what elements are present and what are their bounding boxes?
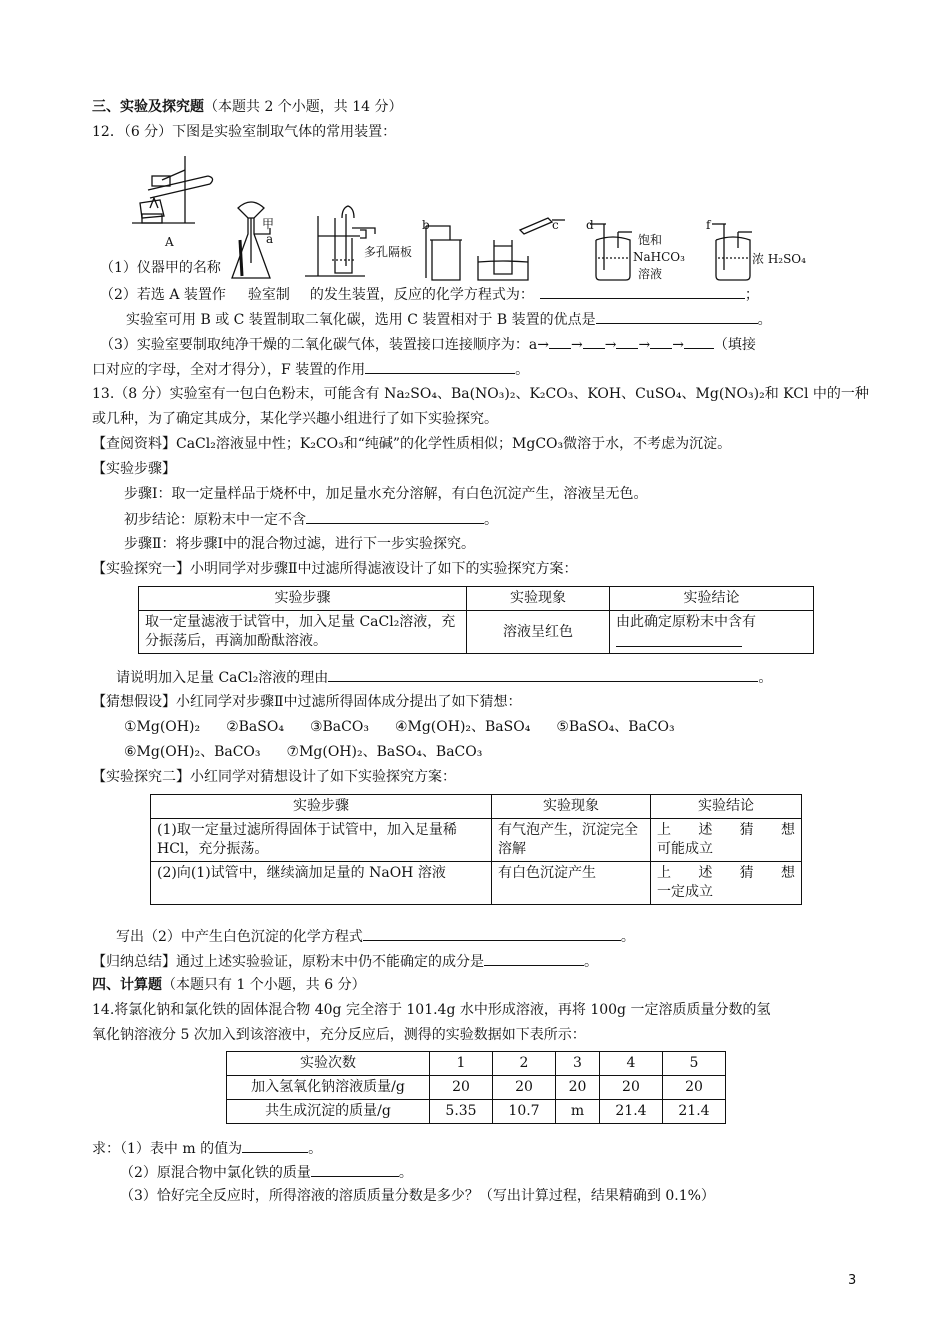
q12-conn-blank-5[interactable]	[684, 334, 714, 349]
table-cell: 由此确定原粉末中含有	[610, 611, 814, 654]
section-3-heading	[92, 97, 403, 117]
apparatus-c	[305, 206, 375, 276]
table-cell: 溶液呈红色	[467, 611, 610, 654]
table-header-cell: 实验步骤	[151, 795, 492, 819]
label-port-b: b	[422, 218, 430, 232]
apparatus-wash-bottle-d	[590, 224, 632, 280]
table-header-cell: 实验结论	[610, 587, 814, 611]
q13-summary: 【归纳总结】通过上述实验验证，原粉末中仍不能确定的成分是 。	[92, 951, 598, 972]
table-cell: 20	[662, 1076, 725, 1100]
table-cell: 有白色沉淀产生	[492, 862, 651, 905]
table-row	[227, 1100, 726, 1124]
table-cell: 21.4	[662, 1100, 725, 1124]
table-header-cell: 实验现象	[492, 795, 651, 819]
table-cell: 3	[556, 1052, 600, 1076]
table-cell: m	[556, 1100, 600, 1124]
table-header-cell: 实验现象	[467, 587, 610, 611]
table-cell: 5	[662, 1052, 725, 1076]
table-cell: 有气泡产生，沉淀完全溶解	[492, 819, 651, 862]
q14-table	[226, 1051, 726, 1124]
q13-stem-1: 13.（8 分）实验室有一包白色粉末，可能含有 Na₂SO₄、Ba(NO₃)₂、K₂CO₃、KOH、CuSO₄、Mg(NO₃)₂和 KCl 中的一种	[92, 386, 869, 402]
table-row	[151, 862, 802, 905]
q12-conn-blank-1[interactable]	[549, 334, 571, 349]
table-cell: 20	[430, 1076, 493, 1100]
page-number: 3	[848, 1273, 857, 1288]
q12-conn-blank-3[interactable]	[616, 334, 638, 349]
table-row	[227, 1076, 726, 1100]
q13-steps-title: 【实验步骤】	[92, 461, 176, 477]
q13-stem-2: 或几种，为了确定其成分，某化学兴趣小组进行了如下实验探究。	[92, 411, 498, 427]
table-cell: 上述猜想 一定成立	[651, 862, 802, 905]
table-cell: 实验次数	[227, 1052, 430, 1076]
q12-part3: （3）实验室要制取纯净干燥的二氧化碳气体，装置接口连接顺序为：a→ → → → → （填接	[100, 334, 756, 355]
q14-fecl3-blank[interactable]	[311, 1162, 399, 1177]
q13-step1: 步骤Ⅰ：取一定量样品于烧杯中，加足量水充分溶解，有白色沉淀产生，溶液呈无色。	[124, 486, 648, 502]
apparatus-gas-jar-b	[426, 226, 462, 280]
q13-equation-blank[interactable]	[363, 926, 621, 941]
table-header-cell: 实验步骤	[139, 587, 467, 611]
table-cell: 20	[493, 1076, 556, 1100]
table-row	[151, 819, 802, 862]
label-port-f: f	[706, 218, 711, 232]
apparatus-a	[132, 156, 213, 223]
q12-part1: （1）仪器甲的名称	[100, 260, 221, 276]
table-cell: 10.7	[493, 1100, 556, 1124]
q14-m-blank[interactable]	[242, 1138, 308, 1153]
q13-explore1: 【实验探究一】小明同学对步骤Ⅱ中过滤所得滤液设计了如下的实验探究方案：	[92, 561, 578, 577]
table-cell: 5.35	[430, 1100, 493, 1124]
label-nahco3-3: 溶液	[638, 267, 663, 281]
q13-info: 【查阅资料】CaCl₂溶液显中性；K₂CO₃和“纯碱”的化学性质相似；MgCO₃微溶于水，不考虑为沉淀。	[92, 436, 732, 452]
q13-hypothesis: 【猜想假设】小红同学对步骤Ⅱ中过滤所得固体成分提出了如下猜想：	[92, 694, 522, 710]
label-port-a: a	[266, 232, 274, 246]
q13-table1	[138, 586, 814, 654]
q12-part2-line2: 实验室可用 B 或 C 装置制取二氧化碳，选用 C 装置相对于 B 装置的优点是 。	[126, 309, 772, 330]
q14-stem-1: 14.将氯化钠和氯化铁的固体混合物 40g 完全溶于 101.4g 水中形成溶液，再将 100g 一定溶质质量分数的氢	[92, 1002, 771, 1018]
table-row	[227, 1052, 726, 1076]
label-h2so4: 浓 H₂SO₄	[752, 252, 806, 266]
q12-stem: 12．（6 分）下图是实验室制取气体的常用装置：	[92, 124, 397, 140]
q13-table2	[150, 794, 802, 905]
label-port-c: c	[552, 218, 559, 232]
q13-conclusion-blank[interactable]	[306, 509, 484, 524]
q14-ask2: （2）原混合物中氯化铁的质量 。	[120, 1162, 413, 1183]
q13-hypotheses-2: ⑥Mg(OH)₂、BaCO₃ ⑦Mg(OH)₂、BaSO₄、BaCO₃	[124, 744, 483, 760]
table-cell: 4	[599, 1052, 662, 1076]
table-header-cell: 实验结论	[651, 795, 802, 819]
q12-f-purpose-blank[interactable]	[365, 359, 515, 374]
apparatus-figure	[120, 148, 820, 300]
table-row	[139, 587, 814, 611]
q13-table1-blank[interactable]	[616, 632, 742, 647]
table-cell: 20	[599, 1076, 662, 1100]
label-nahco3-2: NaHCO₃	[633, 250, 685, 264]
table-cell: 20	[556, 1076, 600, 1100]
table-row	[139, 611, 814, 654]
table-cell: (2)向(1)试管中，继续滴加足量的 NaOH 溶液	[151, 862, 492, 905]
section-4-heading: 四、计算题（本题只有 1 个小题，共 6 分）	[92, 977, 366, 993]
label-a-caption: A	[165, 235, 174, 249]
table-cell: 加入氢氧化钠溶液质量/g	[227, 1076, 430, 1100]
q13-step2: 步骤Ⅱ：将步骤Ⅰ中的混合物过滤，进行下一步实验探究。	[124, 536, 476, 552]
q14-stem-2: 氧化钠溶液分 5 次加入到该溶液中，充分反应后，测得的实验数据如下表所示：	[92, 1027, 586, 1043]
q13-summary-blank[interactable]	[484, 951, 584, 966]
table-cell: 取一定量滤液于试管中，加入足量 CaCl₂溶液，充分振荡后，再滴加酚酞溶液。	[139, 611, 467, 654]
table-row	[151, 795, 802, 819]
q13-conclusion: 初步结论：原粉末中一定不含 。	[124, 509, 498, 530]
q12-advantage-blank[interactable]	[596, 309, 758, 324]
label-nahco3-1: 饱和	[638, 233, 663, 247]
label-port-d: d	[586, 218, 594, 232]
table-cell: 21.4	[599, 1100, 662, 1124]
q12-conn-blank-2[interactable]	[583, 334, 605, 349]
label-jia: 甲	[262, 217, 275, 231]
q12-conn-blank-4[interactable]	[650, 334, 672, 349]
q13-reason: 请说明加入足量 CaCl₂溶液的理由 。	[116, 667, 772, 688]
q12-equation-blank[interactable]	[540, 284, 745, 299]
table-cell: 2	[493, 1052, 556, 1076]
q13-reason-blank[interactable]	[328, 667, 758, 682]
q12-part3-line2: 口对应的字母，全对才得分），F 装置的作用 。	[92, 359, 529, 380]
label-porous-plate: 多孔隔板	[364, 245, 413, 259]
table-cell: (1)取一定量过滤所得固体于试管中，加入足量稀 HCl，充分振荡。	[151, 819, 492, 862]
q14-ask3: （3）恰好完全反应时，所得溶液的溶质质量分数是多少？（写出计算过程，结果精确到 0.1%）	[120, 1188, 715, 1204]
q13-hypotheses-1: ①Mg(OH)₂ ②BaSO₄ ③BaCO₃ ④Mg(OH)₂、BaSO₄ ⑤BaSO₄、BaCO₃	[124, 719, 675, 735]
q12-part2: （2）若选 A 装置作 验室制 的发生装置，反应的化学方程式为： ；	[100, 284, 759, 305]
apparatus-b	[232, 202, 270, 278]
section-3-title: 三、实验及探究题	[92, 99, 204, 115]
q14-ask1: 求：（1）表中 m 的值为 。	[92, 1138, 322, 1159]
table-cell: 共生成沉淀的质量/g	[227, 1100, 430, 1124]
table-cell: 上述猜想 可能成立	[651, 819, 802, 862]
q13-write-equation: 写出（2）中产生白色沉淀的化学方程式 。	[116, 926, 635, 947]
apparatus-wash-bottle-f	[712, 224, 752, 280]
section-3-note: （本题共 2 个小题，共 14 分）	[204, 99, 403, 115]
q13-explore2: 【实验探究二】小红同学对猜想设计了如下实验探究方案：	[92, 769, 456, 785]
table-cell: 1	[430, 1052, 493, 1076]
